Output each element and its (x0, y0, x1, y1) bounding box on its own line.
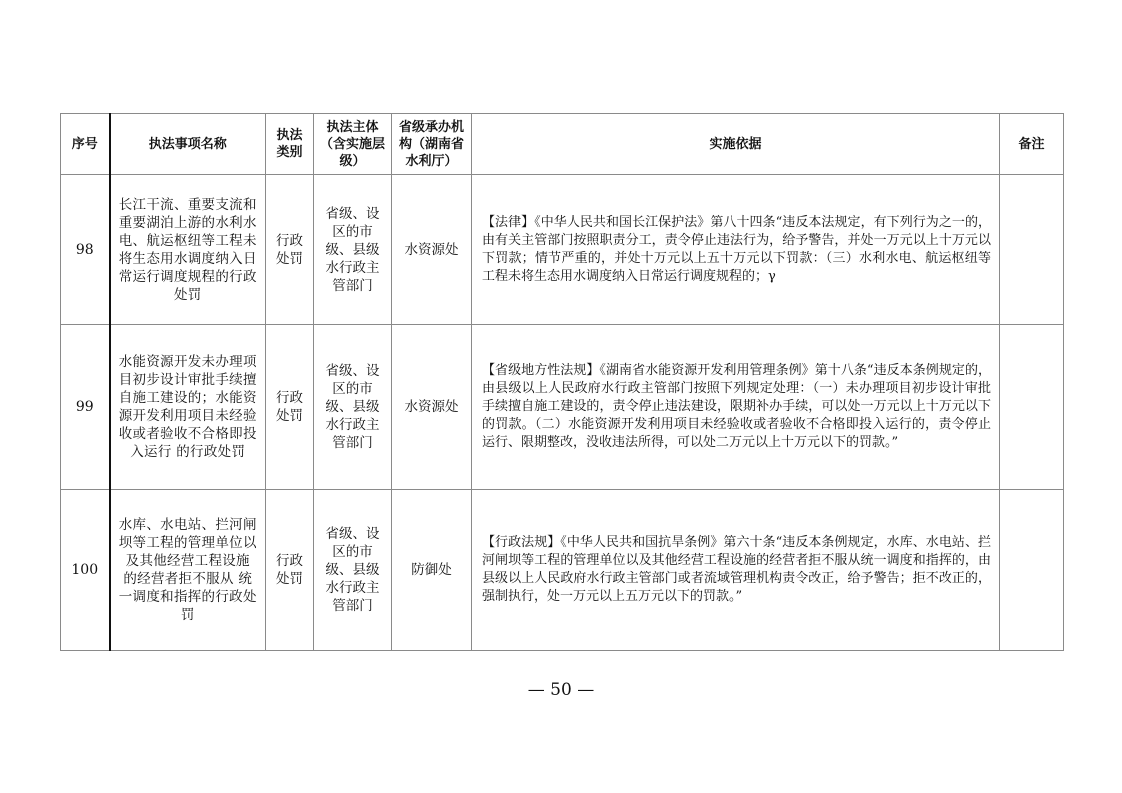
table-header-row (61, 114, 1064, 175)
remarks-cell (1000, 175, 1064, 325)
table-row (61, 175, 1064, 325)
type-cell: 行政处罚 (266, 490, 314, 651)
basis-cell: 【省级地方性法规】《湖南省水能资源开发利用管理条例》第十八条“违反本条例规定的，由县级以上人民政府水行政主管部门按照下列规定处理：（一）未办理项目初步设计审批手续擅自施工建设的，责令停止违法建设，限期补办手续，可以处一万元以上十万元以下的罚款。（二）水能资源开发利用项目未经验收或者验收不合格即投入运行的，责令停止运行、限期整改，没收违法所得，可以处二万元以上十万元以下的罚款。” (472, 325, 1000, 490)
item-name-cell: 长江干流、重要支流和重要湖泊上游的水利水电、航运枢纽等工程未将生态用水调度纳入日常运行调度规程的行政处罚 (110, 175, 266, 325)
table-row (61, 490, 1064, 651)
agency-cell: 防御处 (392, 490, 472, 651)
table-row (61, 325, 1064, 490)
basis-cell: 【法律】《中华人民共和国长江保护法》第八十四条“违反本法规定，有下列行为之一的，由有关主管部门按照职责分工，责令停止违法行为，给予警告，并处一万元以上十万元以下罚款；情节严重的，并处十万元以上五十万元以下罚款：（三）水利水电、航运枢纽等工程未将生态用水调度纳入日常运行调度规程的；γ (472, 175, 1000, 325)
subject-cell: 省级、设区的市级、县级水行政主管部门 (314, 490, 392, 651)
subject-cell: 省级、设区的市级、县级水行政主管部门 (314, 325, 392, 490)
type-cell: 行政处罚 (266, 325, 314, 490)
page-number: — 50 — (527, 680, 595, 700)
header-enforcement-subject: 执法主体（含实施层级） (314, 114, 392, 175)
remarks-cell (1000, 325, 1064, 490)
remarks-cell (1000, 490, 1064, 651)
header-remarks: 备注 (1000, 114, 1064, 175)
agency-cell: 水资源处 (392, 175, 472, 325)
header-item-name: 执法事项名称 (110, 114, 266, 175)
header-implementation-basis: 实施依据 (472, 114, 1000, 175)
header-seq: 序号 (61, 114, 110, 175)
enforcement-items-table (60, 113, 1064, 651)
agency-cell: 水资源处 (392, 325, 472, 490)
header-provincial-agency: 省级承办机构（湖南省水利厅） (392, 114, 472, 175)
item-name-cell: 水库、水电站、拦河闸坝等工程的管理单位以及其他经营工程设施 的经营者拒不服从 统一调度和指挥的行政处罚 (110, 490, 266, 651)
basis-cell: 【行政法规】《中华人民共和国抗旱条例》第六十条“违反本条例规定，水库、水电站、拦河闸坝等工程的管理单位以及其他经营工程设施的经营者拒不服从统一调度和指挥的，由县级以上人民政府水行政主管部门或者流域管理机构责令改正，给予警告；拒不改正的，强制执行，处一万元以上五万元以下的罚款。” (472, 490, 1000, 651)
item-name-cell: 水能资源开发未办理项目初步设计审批手续擅 自施工建设的；水能资源开发利用项目未经验收或者验收不合格即投入运行 的行政处罚 (110, 325, 266, 490)
seq-cell: 98 (61, 175, 110, 325)
seq-cell: 100 (61, 490, 110, 651)
type-cell: 行政处罚 (266, 175, 314, 325)
header-enforcement-type: 执法类别 (266, 114, 314, 175)
seq-cell: 99 (61, 325, 110, 490)
subject-cell: 省级、设区的市级、县级水行政主管部门 (314, 175, 392, 325)
